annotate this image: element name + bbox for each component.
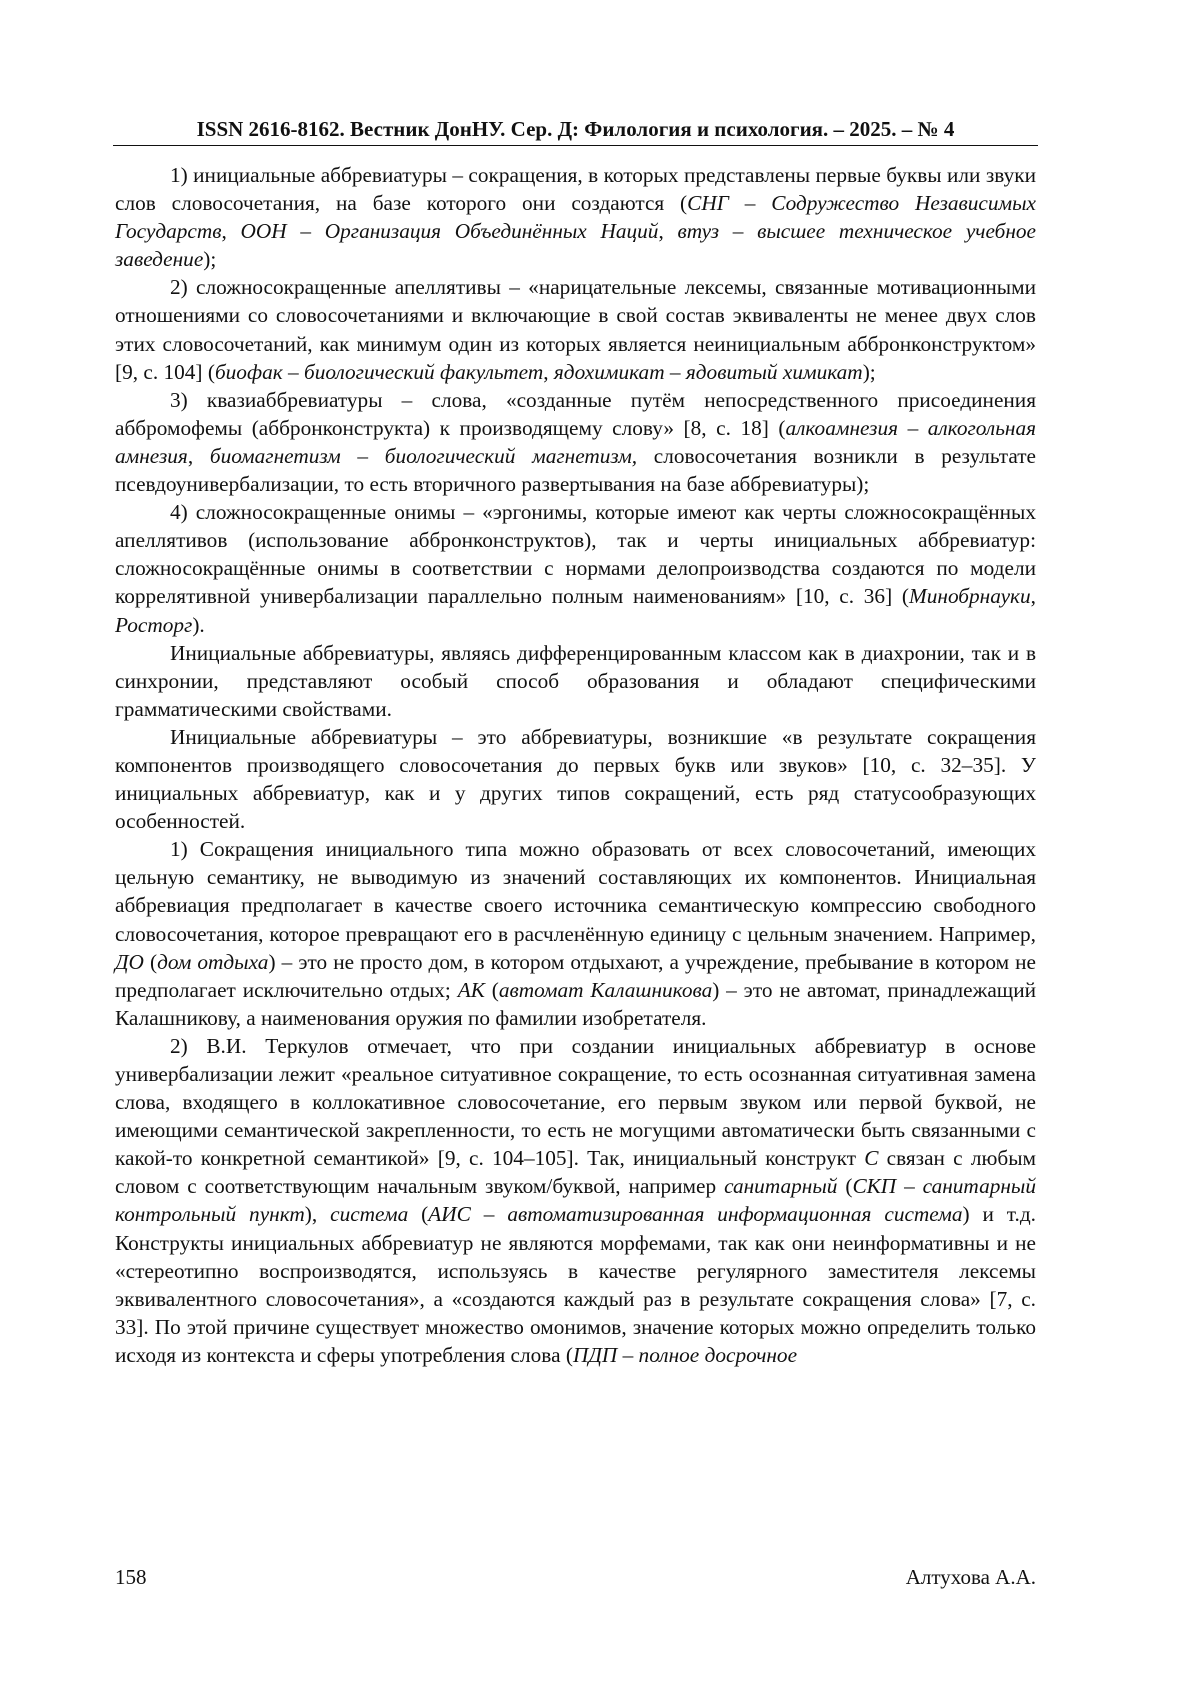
text-run: ( <box>408 1202 429 1227</box>
text-run: ) – это не автомат, принадлежащий Калашникову, а наименования оружия по фамилии изобретателя. <box>115 977 1036 1030</box>
text-run: связан с любым словом с соответствующим начальным звуком/буквой, например <box>115 1146 1036 1199</box>
text-run: Инициальные аббревиатуры – это аббревиатуры, возникшие «в результате сокращения компонентов производящего словосочетания до первых букв или звуков» [10, с. 32–35]. У инициальных аббревиатур, как и у других типов сокращений, есть ряд статусообразующих особенностей. <box>115 724 1036 834</box>
text-run: , <box>221 219 241 244</box>
author-name: Алтухова А.А. <box>905 1565 1036 1589</box>
text-run: ) – это не просто дом, в котором отдыхают, а учреждение, пребывание в котором не предполагает исключительно отдых; <box>115 949 1037 1002</box>
italic-example: санитарный <box>724 1174 838 1199</box>
paragraph <box>115 1032 1036 1369</box>
text-run: ); <box>862 359 876 384</box>
text-run: Инициальные аббревиатуры, являясь дифференцированным классом как в диахронии, так и в синхронии, представляют особый способ образования и обладают специфическими грамматическими свойствами. <box>115 640 1036 721</box>
italic-example: дом отдыха <box>157 949 269 974</box>
italic-example: АИС – автоматизированная информационная система <box>428 1202 963 1227</box>
text-run: ), <box>304 1202 331 1227</box>
italic-example: автомат Калашникова <box>498 977 713 1002</box>
page-number: 158 <box>115 1565 147 1589</box>
text-run: 1) инициальные аббревиатуры – сокращения, в которых представлены первые буквы или звуки слов словосочетания, на базе которого они создаются ( <box>115 163 1036 216</box>
italic-example: СНГ – Содружество Независимых Государств <box>115 191 1036 244</box>
italic-example: АК <box>457 977 485 1002</box>
paragraph <box>115 639 1036 723</box>
paragraph <box>115 723 1036 835</box>
text-run: ); <box>203 247 217 272</box>
text-run: ) и т.д. Конструкты инициальных аббревиатур не являются морфемами, так как они неинформативны и не «стереотипно воспроизводятся, используясь в качестве регулярного заместителя лексемы эквивалентного словосочетания», а «создаются каждый раз в результате сокращения слова» [7, с. 33]. По этой причине существует множество омонимов, значение которых можно определить только исходя из контекста и сферы употребления слова ( <box>115 1202 1036 1367</box>
text-run: словосочетания возникли в результате псевдоунивербализации, то есть вторичного развертывания на базе аббревиатуры); <box>115 443 1036 497</box>
text-run: , <box>658 219 678 244</box>
paragraph <box>115 498 1036 638</box>
text-run: ( <box>143 949 158 974</box>
text-run: ( <box>837 1174 853 1199</box>
paragraph <box>115 835 1036 1032</box>
text-run: , <box>543 359 554 384</box>
italic-example: система <box>330 1202 409 1227</box>
italic-example: ООН – Организация Объединённых Наций <box>240 219 659 244</box>
text-run: ). <box>192 612 205 637</box>
italic-example: алкоамнезия – алкогольная амнезия <box>115 415 1036 468</box>
italic-example: биофак – биологический факультет <box>214 359 544 384</box>
text-run: 2) сложносокращенные апеллятивы – «нарицательные лексемы, связанные мотивационными отношениями со словосочетаниями и включающие в свой состав эквиваленты не менее двух слов этих словосочетаний, как минимум один из которых является неинициальным аббронконструктом» [9, с. 104] ( <box>115 275 1036 384</box>
italic-example: Росторг <box>115 612 193 637</box>
text-run: 2) В.И. Теркулов отмечает, что при создании инициальных аббревиатур в основе универбализации лежит «реальное ситуативное сокращение, то есть осознанная ситуативная замена слова, входящего в коллокативное словосочетание, его первым звуком или первой буквой, не имеющими семантической закрепленности, то есть не могущими автоматически быть связанными с какой-то конкретной семантикой» [9, с. 104–105]. Так, инициальный конструкт <box>115 1033 1036 1171</box>
italic-example: ДО <box>115 949 144 974</box>
text-run: ( <box>484 977 499 1002</box>
italic-example: Минобрнауки <box>908 584 1031 609</box>
header-rule <box>113 145 1038 146</box>
italic-example: С <box>864 1146 879 1171</box>
italic-example: втуз – высшее техническое учебное заведение <box>115 219 1036 272</box>
text-run: 3) квазиаббревиатуры – слова, «созданные путём непосредственного присоединения аббромофемы (аббронконструкта) к производящему слову» [8, с. 18] ( <box>115 387 1036 440</box>
text-run: 1) Сокращения инициального типа можно образовать от всех словосочетаний, имеющих цельную семантику, не выводимую из значений составляющих их компонентов. Инициальная аббревиация предполагает в качестве своего источника семантическую компрессию свободного словосочетания, которое превращают его в расчленённую единицу с цельным значением. Например, <box>115 837 1036 946</box>
article-body <box>115 161 1036 1369</box>
paragraph <box>115 161 1036 273</box>
paragraph <box>115 273 1036 385</box>
page-footer <box>115 1565 1036 1590</box>
running-header: ISSN 2616-8162. Вестник ДонНУ. Сер. Д: Филология и психология. – 2025. – № 4 <box>196 117 955 141</box>
italic-example: СКП – санитарный контрольный пункт <box>115 1174 1037 1227</box>
italic-example: ПДП – полное досрочное <box>572 1342 798 1367</box>
text-run: 4) сложносокращенные онимы – «эргонимы, которые имеют как черты сложносокращённых апеллятивов (использование аббронконструктов), так и черты инициальных аббревиатур: сложносокращённые онимы в соответствии с нормами делопроизводства создаются по модели коррелятивной универбализации параллельно полным наименованиям» [10, с. 36] ( <box>115 500 1036 609</box>
text-run: , <box>187 443 210 468</box>
italic-example: биомагнетизм – биологический магнетизм, <box>209 443 638 468</box>
paragraph <box>115 386 1036 498</box>
italic-example: ядохимикат – ядовитый химикат <box>553 359 863 384</box>
text-run: , <box>1030 584 1036 609</box>
